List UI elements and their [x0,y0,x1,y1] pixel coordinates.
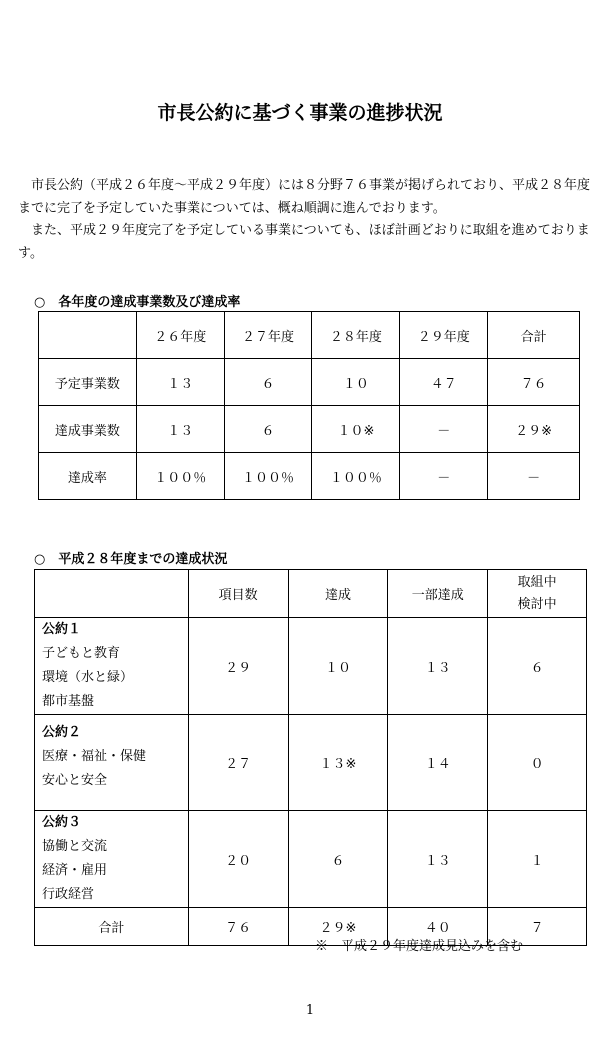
table-cell: ４７ [400,359,488,406]
header-cell [35,570,189,618]
header-cell: ２６年度 [136,312,224,359]
pledge-title: 公約１ [42,622,82,637]
table-cell: ２９ [188,618,288,715]
table-cell: １３※ [288,715,388,811]
table-cell: ２９※ [488,406,580,453]
table-cell: １３ [136,406,224,453]
table-cell: ２０ [188,811,288,908]
header-cell [488,570,587,618]
table-cell: ７６ [188,908,288,946]
pledge-label [35,715,189,811]
header-cell: 一部達成 [388,570,488,618]
pledge-item: 子どもと教育 [42,646,121,661]
header-cell: 項目数 [188,570,288,618]
table-cell: １０ [312,359,400,406]
table-cell: １０※ [312,406,400,453]
row-label: 達成事業数 [39,406,137,453]
table-header-row [39,312,580,359]
pledge-item: 行政経営 [42,887,95,902]
header-cell: ２７年度 [224,312,312,359]
pledge-item: 医療・福祉・保健 [42,749,147,764]
table-cell: － [488,453,580,500]
pledge-title: 公約３ [42,815,82,830]
table-row [39,406,580,453]
table-cell: １００％ [312,453,400,500]
intro-paragraph-2: また、平成２９年度完了を予定している事業についても、ほぼ計画どおりに取組を進めております。 [18,223,590,261]
table-cell: ０ [488,715,587,811]
table-cell: １４ [388,715,488,811]
table-row [39,359,580,406]
table-row [35,715,587,811]
pledge-status-table [34,569,587,946]
pledge-item: 都市基盤 [42,694,95,709]
pledge-item: 環境（水と緑） [42,670,134,685]
section2-heading: ○ 平成２８年度までの達成状況 [34,552,228,567]
table-row [35,618,587,715]
pledge-label [35,811,189,908]
header-cell: 達成 [288,570,388,618]
table-cell: ４０ [388,908,488,946]
row-label: 予定事業数 [39,359,137,406]
pledge-item: 経済・雇用 [42,863,108,878]
page-title: 市長公約に基づく事業の進捗状況 [157,102,443,124]
pledge-title: 公約２ [42,725,82,740]
footnote: ※ 平成２９年度達成見込みを含む [315,939,524,954]
table-row [39,453,580,500]
row-label: 達成率 [39,453,137,500]
header-line: 取組中 [517,574,557,590]
table-cell: － [400,406,488,453]
table-cell: ６ [488,618,587,715]
table-cell: ２７ [188,715,288,811]
total-label: 合計 [35,908,189,946]
pledge-label [35,618,189,715]
page-number: 1 [305,1003,315,1018]
pledge-item: 協働と交流 [42,839,108,854]
header-line: 検討中 [517,596,557,612]
section1-heading: ○ 各年度の達成事業数及び達成率 [34,295,241,310]
pledge-item: 安心と安全 [42,773,108,788]
table-cell: ６ [224,359,312,406]
table-cell: １３ [388,811,488,908]
table-cell: １００％ [136,453,224,500]
table-cell: １３ [388,618,488,715]
table-cell: １ [488,811,587,908]
header-cell [39,312,137,359]
table-cell: ２９※ [288,908,388,946]
table-cell: ７ [488,908,587,946]
intro-text [18,175,598,265]
table-cell: ７６ [488,359,580,406]
table-cell: ６ [224,406,312,453]
table-cell: ６ [288,811,388,908]
table-cell: １３ [136,359,224,406]
header-cell: ２８年度 [312,312,400,359]
table-cell: － [400,453,488,500]
table-header-row [35,570,587,618]
header-cell: 合計 [488,312,580,359]
header-cell: ２９年度 [400,312,488,359]
intro-paragraph-1: 市長公約（平成２６年度～平成２９年度）には８分野７６事業が掲げられており、平成２８年度までに完了を予定していた事業については、概ね順調に進んでおります。 [18,178,591,216]
table-row [35,811,587,908]
table-cell: １０ [288,618,388,715]
yearly-achievement-table [38,311,580,500]
table-cell: １００％ [224,453,312,500]
